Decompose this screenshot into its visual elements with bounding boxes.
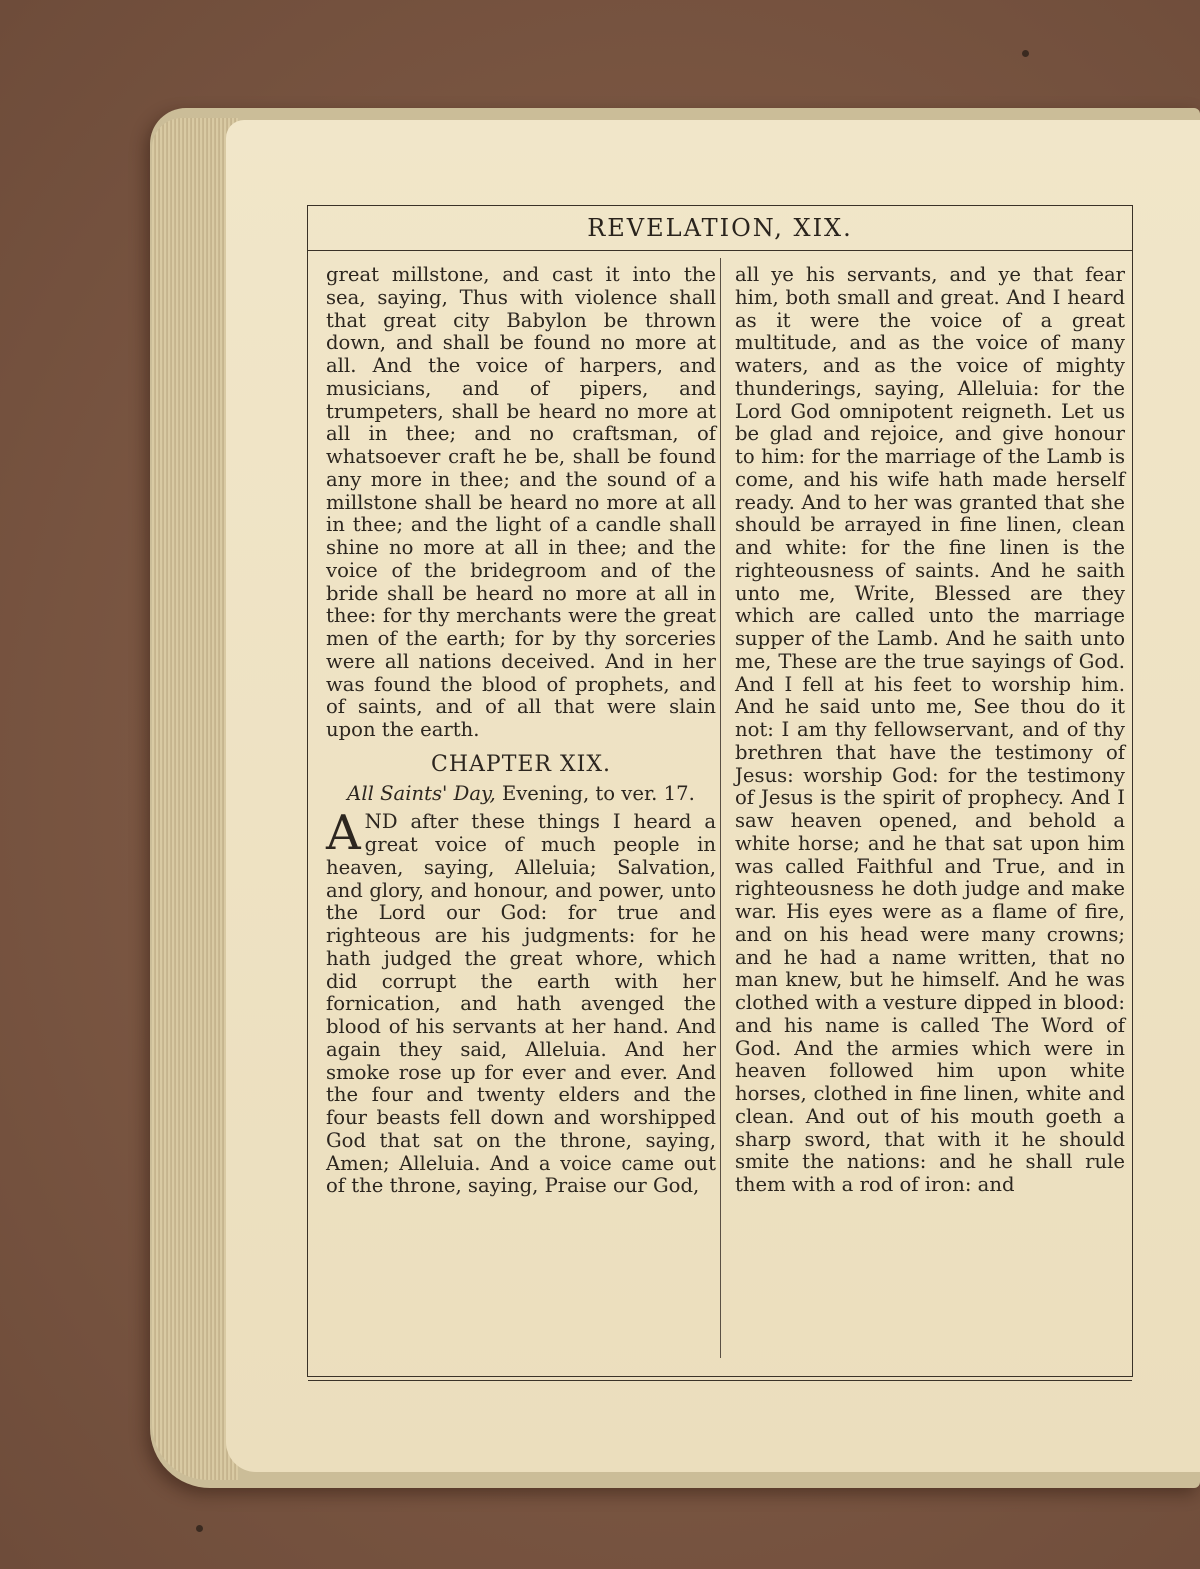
left-paragraph-1: great millstone, and cast it into the sea, saying, Thus with violence shall that great city Babylon be thrown down, and shall be found no more at all. And the voice of harpers, and musicians, and of pipers, and trumpeters, shall be heard no more at all in thee; and no craftsman, of whatsoever craft he be, shall be found any more in thee; and the sound of a millstone shall be heard no more at all in thee; and the light of a candle shall shine no more at all in thee; and the voice of the bridegroom and of the bride shall be heard no more at all in thee: for thy merchants were the great men of the earth; for by thy sorceries were all nations deceived. And in her was found the blood of prophets, and of saints, and of all that were slain upon the earth.	[326, 263, 716, 741]
speck	[1022, 50, 1029, 57]
lesson-title	[326, 783, 716, 806]
column-divider	[720, 258, 721, 1358]
right-column	[735, 264, 1125, 1197]
lesson-title-text: All Saints' Day,	[347, 781, 496, 805]
lesson-time: Evening, to ver. 17.	[501, 781, 695, 805]
chapter-heading: CHAPTER XIX.	[430, 751, 611, 777]
speck	[196, 1525, 203, 1532]
left-paragraph-2	[326, 805, 716, 1198]
left-paragraph-2-text: ND after these things I heard a great voice of much people in heaven, saying, Alleluia; Salvation, and glory, and honour, and power, unto the Lord our God: for true and righteous are his judgments: for he hath judged the great whore, which did corrupt the earth with her fornication, and hath avenged the blood of his servants at her hand. And again they said, Alleluia. And her smoke rose up for ever and ever. And the four and twenty elders and the four beasts fell down and worshipped God that sat on the throne, saying, Amen; Alleluia. And a voice came out of the throne, saying, Praise our God,	[326, 810, 716, 1198]
left-column	[326, 264, 716, 1198]
right-paragraph-1: all ye his servants, and ye that fear him, both small and great. And I heard as it were the voice of a great multitude, and as the voice of many waters, and as the voice of mighty thunderings, saying, Alleluia: for the Lord God omnipotent reigneth. Let us be glad and rejoice, and give honour to him: for the marriage of the Lamb is come, and his wife hath made herself ready. And to her was granted that she should be arrayed in fine linen, clean and white: for the fine linen is the righteousness of saints. And he saith unto me, Write, Blessed are they which are called unto the marriage supper of the Lamb. And he saith unto me, These are the true sayings of God. And I fell at his feet to worship him. And he said unto me, See thou do it not: I am thy fellowservant, and of thy brethren that have the testimony of Jesus: worship God: for the testimony of Jesus is the spirit of prophecy. And I saw heaven opened, and behold a white horse; and he that sat upon him was called Faithful and True, and in righteousness he doth judge and make war. His eyes were as a flame of fire, and on his head were many crowns; and he had a name written, that no man knew, but he himself. And he was clothed with a vesture dipped in blood: and his name is called The Word of God. And the armies which were in heaven followed him upon white horses, clothed in fine linen, white and clean. And out of his mouth goeth a sharp sword, that with it he should smite the nations: and he shall rule them with a rod of iron: and	[735, 263, 1125, 1196]
drop-cap: A	[326, 805, 361, 862]
text-frame	[307, 205, 1133, 1377]
running-head: REVELATION, XIX.	[587, 214, 853, 242]
header-rule	[308, 250, 1132, 251]
